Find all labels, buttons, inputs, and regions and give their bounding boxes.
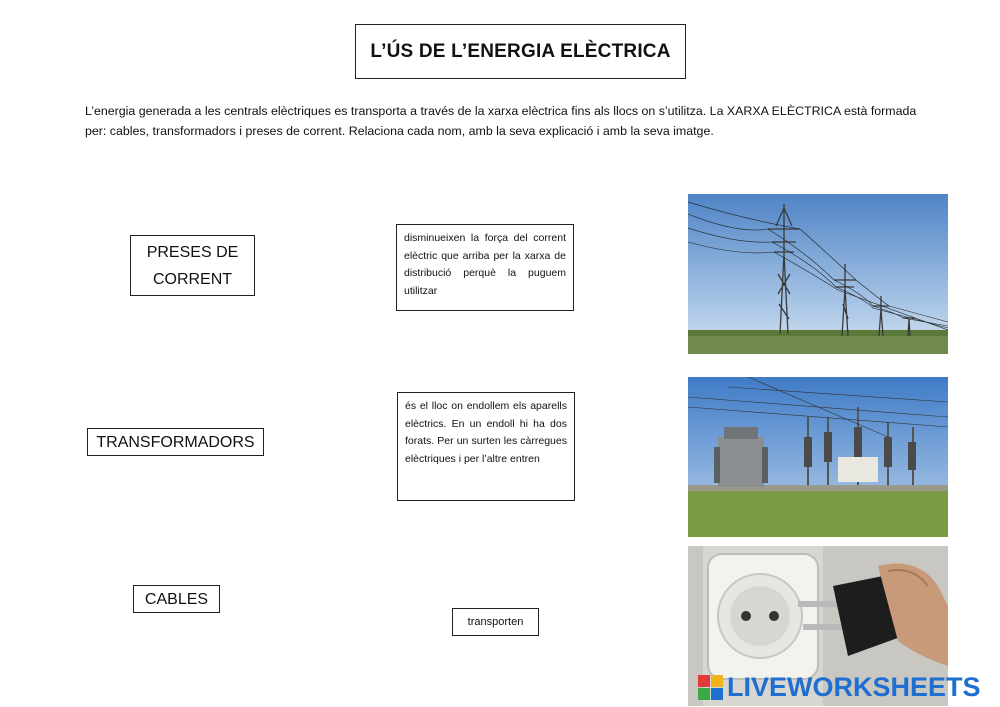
liveworksheets-logo-icon bbox=[698, 675, 723, 700]
page-title: L’ÚS DE L’ENERGIA ELÈCTRICA bbox=[370, 40, 671, 62]
liveworksheets-watermark bbox=[698, 672, 981, 702]
transformer-substation-photo[interactable] bbox=[688, 377, 948, 537]
title-box bbox=[355, 24, 686, 79]
intro-paragraph: L’energia generada a les centrals elèctriques es transporta a través de la xarxa elèctrica fins als llocs on s’utilitza. La XARXA ELÈCTRICA està formada per: cables, transformadors i preses de corrent. Relaciona cada nom, amb la seva explicació i amb la seva imatge. bbox=[85, 104, 917, 138]
term-cables[interactable]: CABLES bbox=[133, 585, 220, 613]
definition-preses[interactable]: és el lloc on endollem els aparells elèctrics. En un endoll hi ha dos forats. Per un surten les càrregues elèctriques i per l’altre entren bbox=[397, 392, 575, 501]
definition-cables[interactable]: transporten bbox=[452, 608, 539, 636]
term-transformadors[interactable]: TRANSFORMADORS bbox=[87, 428, 264, 456]
power-lines-photo[interactable] bbox=[688, 194, 948, 354]
term-preses-de-corrent[interactable]: PRESES DE CORRENT bbox=[130, 235, 255, 296]
watermark-text: LIVEWORKSHEETS bbox=[727, 671, 981, 702]
definition-transformadors[interactable]: disminueixen la força del corrent elèctric que arriba per la xarxa de distribució perquè la puguem utilitzar bbox=[396, 224, 574, 311]
